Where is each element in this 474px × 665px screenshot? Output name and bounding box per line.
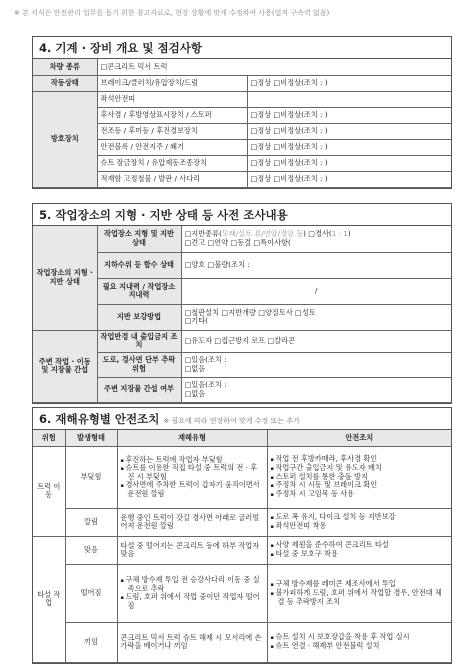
terrain-value[interactable]: □지반종류(모래/실트 류/연암/경암 등) □경사(1 : 1) □견고 □연약 □동결 □특이사항( — [181, 226, 451, 252]
groundwater-label: 지하수위 등 함수 상태 — [97, 252, 181, 278]
group-truck-move: 트럭 이동 — [33, 446, 65, 536]
form-cell: 부딪힘 — [65, 446, 117, 508]
protection-item: 좌석안전띠 — [97, 91, 247, 107]
surroundings-group-label: 주변 작업 · 이동 및 지장물 간섭 — [33, 330, 97, 402]
form-cell: 깔림 — [65, 508, 117, 536]
protection-item: 슈트 잠금장치 / 유압제동조종장치 — [97, 155, 247, 171]
measure-cell: ▪ 슈트 설치 시 보호장갑을 착용 후 작업 실시 ▪ 슈트 연결 · 해제부 안전블럭 설치 — [267, 622, 451, 662]
op-status[interactable]: □정상 □비정상(조치 : ) — [247, 75, 451, 91]
measure-cell: ▪ 작업 전 후방카메라, 후사경 확인 ▪ 작업구간 출입금지 및 유도자 배치 ▪ 스토퍼 설치를 통한 충돌 방지 ▪ 주정차 시 시동 및 브레이크 확인 ▪ 주정차 시 고임목 등 사용 — [267, 446, 451, 508]
type-cell: ▪ 후진하는 트럭에 작업자 부딪힘 ▪ 슈트를 이용한 직접 타설 중 트럭의 전 · 후진 시 부딪힘 ▪ 경사면에 주차한 트럭이 갑자기 움직이면서 운전원 깔림 — [117, 446, 267, 508]
measure-cell: ▪ 구체 방수제를 레미콘 제조사에서 투입 ▪ 불가피하게 드럼, 호퍼 위에서 작업할 경우, 안전대 체결 등 추락방지 조치 — [267, 564, 451, 622]
site-survey-table — [33, 226, 451, 403]
protection-item: 적재함 고정철물 / 발판 / 사다리 — [97, 171, 247, 187]
protection-status[interactable]: □정상 □비정상(조치 : ) — [247, 107, 451, 123]
op-items: 브레이크/클러치/유압장치/드럼 — [97, 75, 247, 91]
terrain-group-label: 작업장소의 지형 · 지반 상태 — [33, 226, 97, 330]
section-6-box — [32, 407, 452, 664]
access-label: 작업반경 내 출입금지 조치 — [97, 330, 181, 352]
edge-risk-label: 도로, 경사면 단부 추락위험 — [97, 352, 181, 377]
bearing-value[interactable]: / — [181, 278, 451, 304]
type-cell: 콘크리트 믹서 트럭 슈트 해제 시 모서리에 손가락을 베이거나 끼임 — [117, 622, 267, 662]
bearing-label: 필요 지내력 / 작업장소 지내력 — [97, 278, 181, 304]
type-cell: ▪ 구체 방수제 투입 전 승강사다리 이동 중 실족으로 추락 ▪ 드럼, 호퍼 위에서 작업 중이던 작업자 떨어짐 — [117, 564, 267, 622]
protection-item: 후사경 / 후방영상표시장치 / 스토퍼 — [97, 107, 247, 123]
header-risk: 위험 — [33, 430, 65, 446]
vehicle-value[interactable]: □콘크리트 믹서 트럭 — [97, 59, 451, 75]
type-cell: 타설 중 떨어지는 콘크리트 등에 하부 작업자 맞음 — [117, 536, 267, 564]
protection-status[interactable]: □정상 □비정상(조치 : ) — [247, 171, 451, 187]
op-label: 작동상태 — [33, 75, 97, 91]
section-4-title: 4. 기계 · 장비 개요 및 점검사항 — [33, 37, 451, 59]
groundwater-value[interactable]: □양호 □불량(조치 : — [181, 252, 451, 278]
reinforce-label: 지반 보강방법 — [97, 304, 181, 330]
measure-cell: ▪ 사양 제원을 준수하여 콘크리트 타설 ▪ 타설 중 보호구 착용 — [267, 536, 451, 564]
form-cell: 끼임 — [65, 622, 117, 662]
access-value[interactable]: □유도자 □접근방지 로프 □칼라콘 — [181, 330, 451, 352]
obstacle-value[interactable]: □있음(조치 : □없음 — [181, 377, 451, 402]
measure-cell: ▪ 도로 폭 유지, 다이크 설치 등 지반보강 ▪ 좌석안전띠 착용 — [267, 508, 451, 536]
section-6-hint: ※ 필요에 따라 연장하여 맞게 수정 또는 추가 — [163, 417, 300, 425]
group-pouring: 타설 작업 — [33, 536, 65, 662]
edge-risk-value[interactable]: □있음(조치 : □없음 — [181, 352, 451, 377]
terrain-label: 작업장소 지형 및 지반 상태 — [97, 226, 181, 252]
section-4-box — [32, 36, 452, 189]
reinforce-value[interactable]: □철판설치 □지반개량 □양질토사 □성토 □기타( — [181, 304, 451, 330]
section-5-box — [32, 203, 452, 404]
section-6-title: 6. 재해유형별 안전조치 ※ 필요에 따라 연장하여 맞게 수정 또는 추가 — [33, 408, 451, 430]
protection-label: 방호장치 — [33, 91, 97, 187]
protection-item: 안전블록 / 안전지주 / 쐐기 — [97, 139, 247, 155]
protection-item: 전조등 / 후미등 / 후진경보장치 — [97, 123, 247, 139]
header-form: 발생형태 — [65, 430, 117, 446]
form-cell: 떨어짐 — [65, 564, 117, 622]
top-note: ※ 본 서식은 안전관리 업무를 돕기 위한 참고자료로, 현장 상황에 맞게 수정하여 사용(법적 구속력 없음) — [14, 9, 330, 17]
protection-status[interactable]: □정상 □비정상(조치 : ) — [247, 123, 451, 139]
protection-status[interactable]: □정상 □비정상(조치 : ) — [247, 139, 451, 155]
vehicle-label: 차량 종류 — [33, 59, 97, 75]
protection-status[interactable] — [247, 91, 451, 107]
hazard-table — [33, 430, 451, 663]
obstacle-label: 주변 지장물 간섭 여부 — [97, 377, 181, 402]
type-cell: 운행 중인 트럭이 갓길 경사면 아래로 굴러떨어져 운전원 깔림 — [117, 508, 267, 536]
protection-status[interactable]: □정상 □비정상(조치 : ) — [247, 155, 451, 171]
form-cell: 맞음 — [65, 536, 117, 564]
header-measure: 안전조치 — [267, 430, 451, 446]
equipment-table — [33, 59, 451, 188]
header-type: 재해유형 — [117, 430, 267, 446]
section-5-title: 5. 작업장소의 지형 · 지반 상태 등 사전 조사내용 — [33, 204, 451, 226]
